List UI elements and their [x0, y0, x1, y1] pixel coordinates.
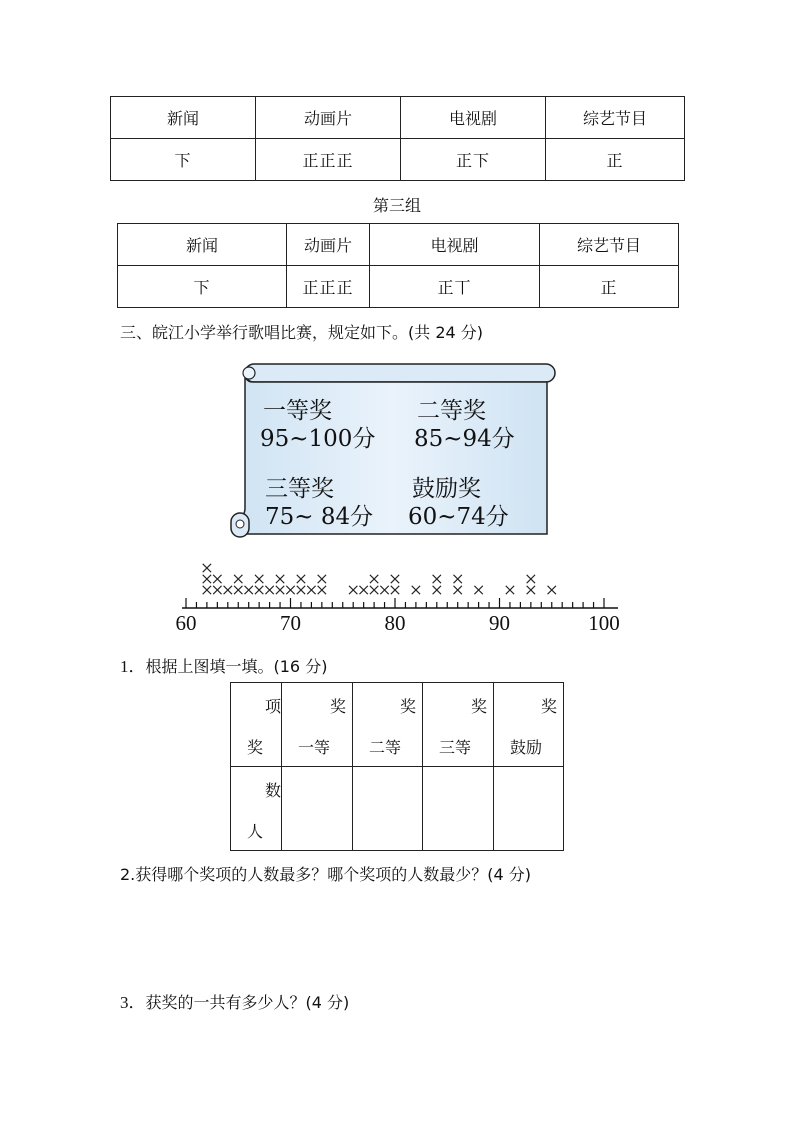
award-1-name: 一等奖: [263, 398, 332, 424]
header-news: 新闻: [111, 97, 256, 139]
plot-mark-70-1: [286, 586, 294, 594]
plot-mark-65-2: [234, 575, 242, 583]
plot-mark-84-2: [433, 575, 441, 583]
plot-mark-71-1: [297, 586, 305, 594]
header-variety: 综艺节目: [546, 97, 685, 139]
tally-cartoon: 正正正: [256, 139, 401, 181]
plot-mark-69-1: [276, 586, 284, 594]
corner-bottom: 项: [264, 696, 281, 716]
g3-header-cartoon: 动画片: [287, 224, 370, 266]
col-second-prize-bottom: 奖: [399, 696, 416, 716]
question-2: 2.获得哪个奖项的人数最多？哪个奖项的人数最少？(4 分): [120, 865, 532, 884]
plot-mark-63-2: [213, 575, 221, 583]
plot-tick-label-60: 60: [175, 611, 197, 634]
question-1-number: 1．: [120, 657, 146, 676]
header-tv-drama: 电视剧: [401, 97, 546, 139]
scroll-top-roll: [245, 364, 555, 382]
count-encouragement-prize[interactable]: [494, 767, 564, 851]
award-2-name: 二等奖: [417, 398, 486, 424]
tally-table-1: [110, 96, 685, 181]
count-third-prize[interactable]: [423, 767, 494, 851]
plot-mark-62-3: [203, 564, 211, 572]
col-first-prize-bottom: 奖: [329, 696, 346, 716]
tally-news: 下: [111, 139, 256, 181]
plot-mark-68-1: [265, 586, 273, 594]
g3-tally-news: 下: [118, 266, 287, 308]
section3-title: 三、皖江小学举行歌唱比赛，规定如下。(共 24 分): [120, 323, 484, 342]
g3-tally-variety: 正: [540, 266, 679, 308]
plot-mark-84-1: [433, 586, 441, 594]
award-4-name: 鼓励奖: [412, 476, 481, 502]
plot-mark-86-2: [454, 575, 462, 583]
g3-tally-cartoon: 正正正: [287, 266, 370, 308]
plot-mark-79-1: [380, 586, 388, 594]
award-1-range: 95~100分: [260, 426, 376, 452]
plot-mark-93-1: [527, 586, 535, 594]
plot-tick-label-100: 100: [588, 611, 620, 634]
score-line-plot: [170, 556, 630, 634]
col-third-prize: [423, 683, 494, 767]
plot-mark-80-2: [391, 575, 399, 583]
plot-mark-95-1: [548, 586, 556, 594]
row-header-top: 人: [247, 821, 264, 841]
question-1-text: 根据上图填一填。(16 分): [145, 657, 328, 676]
g3-header-variety: 综艺节目: [540, 224, 679, 266]
count-second-prize[interactable]: [353, 767, 423, 851]
plot-mark-93-2: [527, 575, 535, 583]
plot-mark-76-1: [349, 586, 357, 594]
plot-tick-label-80: 80: [384, 611, 406, 634]
plot-mark-65-1: [234, 586, 242, 594]
plot-mark-62-2: [203, 575, 211, 583]
plot-mark-91-1: [506, 586, 514, 594]
plot-mark-69-2: [276, 575, 284, 583]
plot-mark-78-2: [370, 575, 378, 583]
col-third-prize-bottom: 奖: [470, 696, 487, 716]
question-1: [120, 652, 327, 677]
scroll-curl-top: [243, 367, 255, 379]
plot-mark-80-1: [391, 586, 399, 594]
award-3-name: 三等奖: [265, 476, 334, 502]
award-count-table: [230, 682, 564, 851]
question-3: [120, 988, 349, 1013]
plot-mark-63-1: [213, 586, 221, 594]
col-second-prize-top: 二等: [369, 737, 402, 757]
plot-mark-77-1: [359, 586, 367, 594]
tally-variety: 正: [546, 139, 685, 181]
award-4-range: 60~74分: [408, 504, 509, 530]
tally-tv-drama: 正下: [401, 139, 546, 181]
plot-mark-72-1: [307, 586, 315, 594]
plot-mark-64-1: [224, 586, 232, 594]
plot-mark-67-1: [255, 586, 263, 594]
col-third-prize-top: 三等: [439, 737, 472, 757]
plot-mark-73-2: [318, 575, 326, 583]
plot-mark-88-1: [474, 586, 482, 594]
plot-tick-label-70: 70: [280, 611, 301, 634]
plot-mark-82-1: [412, 586, 420, 594]
question-3-number: 3．: [120, 993, 146, 1012]
g3-tally-tv-drama: 正丅: [370, 266, 540, 308]
count-first-prize[interactable]: [282, 767, 353, 851]
plot-tick-label-90: 90: [489, 611, 510, 634]
corner-cell: [231, 683, 282, 767]
group3-caption: 第三组: [372, 196, 421, 215]
question-3-text: 获奖的一共有多少人？(4 分): [145, 993, 350, 1012]
header-cartoon: 动画片: [256, 97, 401, 139]
award-3-range: 75~ 84分: [265, 504, 374, 530]
plot-mark-66-1: [245, 586, 253, 594]
col-encouragement-top: 鼓励: [510, 737, 543, 757]
corner-top: 奖: [247, 737, 264, 757]
plot-mark-71-2: [297, 575, 305, 583]
plot-mark-86-1: [454, 586, 462, 594]
g3-header-tv-drama: 电视剧: [370, 224, 540, 266]
row-header-bottom: 数: [264, 780, 281, 800]
col-encouragement-bottom: 奖: [540, 696, 557, 716]
col-encouragement-prize: [494, 683, 564, 767]
plot-mark-73-1: [318, 586, 326, 594]
award-2-range: 85~94分: [414, 426, 515, 452]
plot-mark-67-2: [255, 575, 263, 583]
col-first-prize-top: 一等: [298, 737, 331, 757]
plot-mark-62-1: [203, 586, 211, 594]
col-first-prize: [282, 683, 353, 767]
tally-table-group3: [117, 223, 679, 308]
g3-header-news: 新闻: [118, 224, 287, 266]
plot-mark-78-1: [370, 586, 378, 594]
col-second-prize: [353, 683, 423, 767]
row-header-count: [231, 767, 282, 851]
